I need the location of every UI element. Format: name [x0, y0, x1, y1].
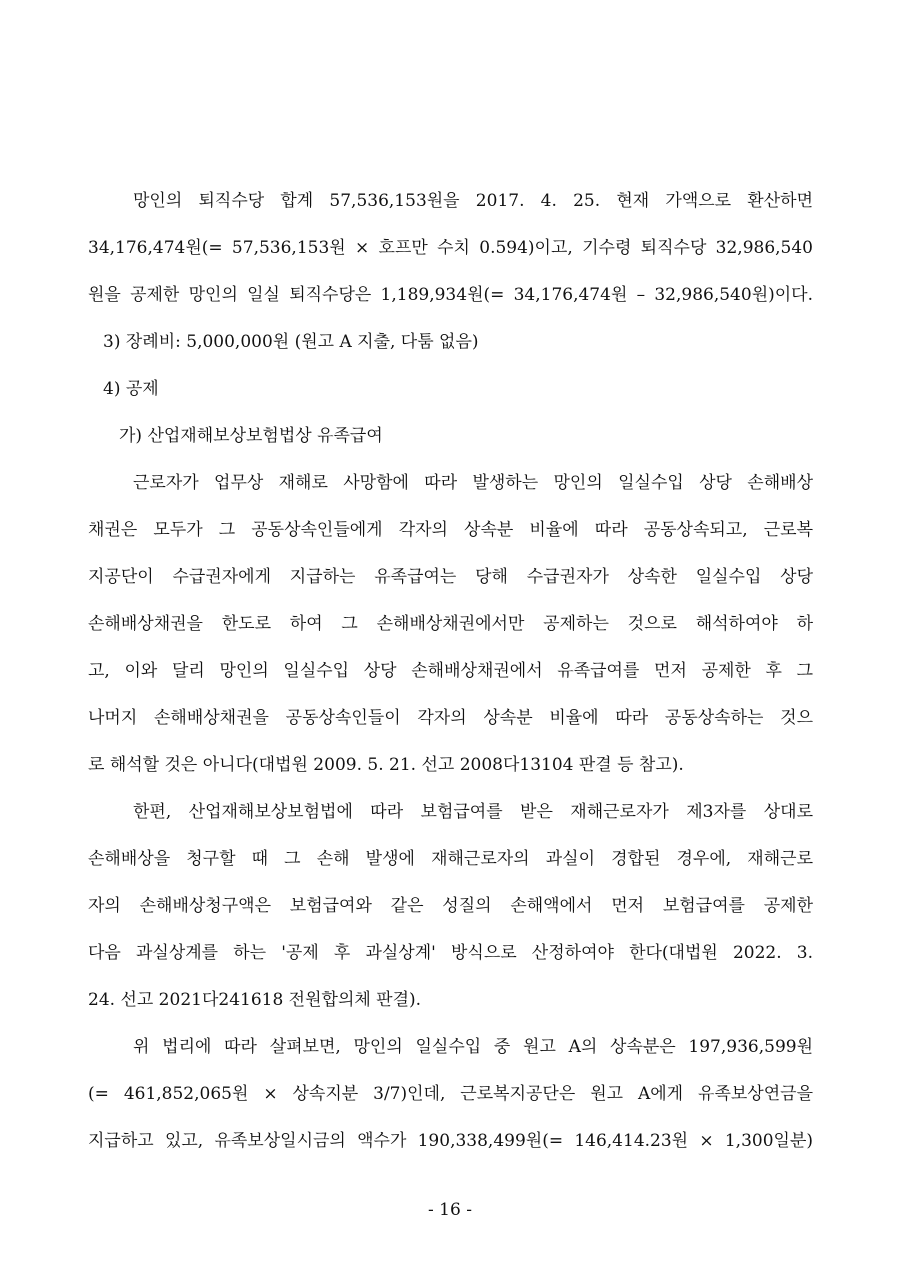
paragraph-line: 나머지 손해배상채권을 공동상속인들이 각자의 상속분 비율에 따라 공동상속하는 것으 [88, 708, 813, 728]
section-heading-funeral-cost: 3) 장례비: 5,000,000원 (원고 A 지출, 다툼 없음) [103, 332, 479, 352]
page-number: - 16 - [428, 1200, 472, 1220]
paragraph-line: 자의 손해배상청구액은 보험급여와 같은 성질의 손해액에서 먼저 보험급여를 공제한 [88, 896, 813, 916]
paragraph-line: 고, 이와 달리 망인의 일실수입 상당 손해배상채권에서 유족급여를 먼저 공제한 후 그 [88, 661, 813, 681]
paragraph-line: 손해배상을 청구할 때 그 손해 발생에 재해근로자의 과실이 경합된 경우에, 재해근로 [88, 849, 813, 869]
paragraph-line: 24. 선고 2021다241618 전원합의체 판결). [88, 990, 422, 1010]
paragraph-line: (= 461,852,065원 × 상속지분 3/7)인데, 근로복지공단은 원고 A에게 유족보상연금을 [88, 1084, 813, 1104]
paragraph-line: 로 해석할 것은 아니다(대법원 2009. 5. 21. 선고 2008다13104 판결 등 참고). [88, 755, 684, 775]
paragraph-line: 한편, 산업재해보상보험법에 따라 보험급여를 받은 재해근로자가 제3자를 상대로 [133, 802, 813, 822]
paragraph-line: 위 법리에 따라 살펴보면, 망인의 일실수입 중 원고 A의 상속분은 197,936,599원 [133, 1037, 813, 1057]
paragraph-line: 채권은 모두가 그 공동상속인들에게 각자의 상속분 비율에 따라 공동상속되고, 근로복 [88, 520, 813, 540]
paragraph-line: 지공단이 수급권자에게 지급하는 유족급여는 당해 수급권자가 상속한 일실수입 상당 [88, 567, 813, 587]
paragraph-line: 망인의 퇴직수당 합계 57,536,153원을 2017. 4. 25. 현재 가액으로 환산하면 [133, 191, 813, 211]
paragraph-line: 다음 과실상계를 하는 '공제 후 과실상계' 방식으로 산정하여야 한다(대법원 2022. 3. [88, 943, 813, 963]
paragraph-line: 지급하고 있고, 유족보상일시금의 액수가 190,338,499원(= 146,414.23원 × 1,300일분) [88, 1131, 813, 1151]
paragraph-line: 34,176,474원(= 57,536,153원 × 호프만 수치 0.594)이고, 기수령 퇴직수당 32,986,540 [88, 238, 813, 258]
subsection-heading-survivor-benefit: 가) 산업재해보상보험법상 유족급여 [119, 426, 383, 446]
paragraph-line: 원을 공제한 망인의 일실 퇴직수당은 1,189,934원(= 34,176,474원 – 32,986,540원)이다. [88, 285, 813, 305]
paragraph-line: 손해배상채권을 한도로 하여 그 손해배상채권에서만 공제하는 것으로 해석하여야 하 [88, 614, 813, 634]
paragraph-line: 근로자가 업무상 재해로 사망함에 따라 발생하는 망인의 일실수입 상당 손해배상 [133, 473, 813, 493]
section-heading-deduction: 4) 공제 [103, 379, 159, 399]
